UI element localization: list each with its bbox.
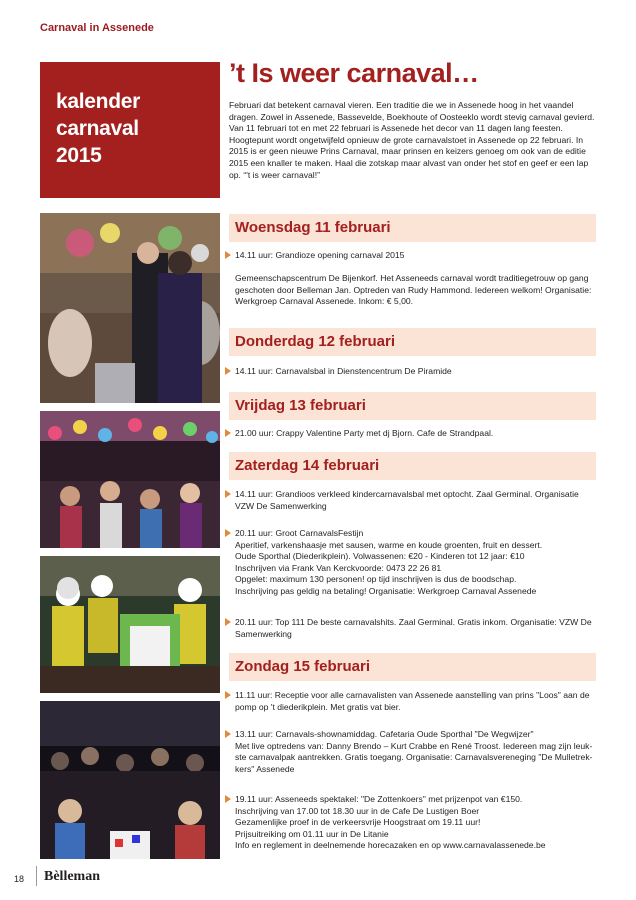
magazine-logo: Bèlleman bbox=[44, 869, 100, 884]
event-line: 13.11 uur: Carnavals-shownamiddag. Cafetaria Oude Sporthal "De Wegwijzer" bbox=[235, 729, 534, 739]
bullet-arrow-icon bbox=[225, 367, 231, 375]
event-line: 14.11 uur: Carnavalsbal in Dienstencentrum De Piramide bbox=[235, 366, 452, 376]
event-item bbox=[225, 366, 597, 378]
bullet-arrow-icon bbox=[225, 691, 231, 699]
photo-party-hall bbox=[40, 411, 220, 548]
day-title: Zondag 15 februari bbox=[235, 658, 371, 675]
event-line: Opgelet: maximum 130 personen! op tijd inschrijven is dus de boodschap. bbox=[235, 574, 517, 585]
event-line: Inschrijving pas geldig na betaling! Organisatie: Werkgroep Carnaval Assenede bbox=[235, 585, 537, 596]
event-item bbox=[225, 794, 597, 852]
event-line: Werkgroep Carnaval Assenede. Inkom: € 5,00. bbox=[235, 296, 414, 307]
bullet-arrow-icon bbox=[225, 490, 231, 498]
event-item bbox=[225, 690, 597, 713]
page-number: 18 bbox=[14, 874, 25, 884]
day-title: Zaterdag 14 februari bbox=[235, 457, 380, 474]
bullet-arrow-icon bbox=[225, 618, 231, 626]
event-line: Met live optredens van: Danny Brendo – Kurt Crabbe en René Troost. Iedereen mag zijn leuk- bbox=[235, 740, 593, 751]
bullet-arrow-icon bbox=[225, 251, 231, 259]
event-item bbox=[225, 729, 597, 775]
event-line: ste carnavalpak aantrekken. Gratis toegang. Organisatie: Carnavalsvereneging "De Mulletrek- bbox=[235, 752, 593, 763]
event-line: 20.11 uur: Groot CarnavalsFestijn bbox=[235, 528, 364, 538]
headline: ’t Is weer carnaval… bbox=[229, 58, 479, 88]
event-line: 11.11 uur: Receptie voor alle carnavalisten van Assenede aanstelling van prins "Loos" aan de bbox=[235, 690, 590, 700]
event-line: Gezamenlijke proef in de verkeersvrije Hoogstraat om 19.11 uur! bbox=[235, 817, 481, 828]
bullet-arrow-icon bbox=[225, 795, 231, 803]
event-line: 14.11 uur: Grandioos verkleed kindercarnavalsbal met optocht. Zaal Germinal. Organisatie bbox=[235, 489, 579, 499]
event-item bbox=[225, 617, 597, 640]
day-header-saturday bbox=[229, 452, 596, 480]
photo-clowns-on-stage bbox=[40, 556, 220, 693]
calendar-title-line: kalender bbox=[56, 90, 140, 113]
day-title: Woensdag 11 februari bbox=[235, 219, 391, 236]
event-line: 20.11 uur: Top 111 De beste carnavalshits. Zaal Germinal. Gratis inkom. Organisatie: VZW De bbox=[235, 617, 592, 627]
day-header-sunday bbox=[229, 653, 596, 681]
event-line: 14.11 uur: Grandioze opening carnaval 2015 bbox=[235, 250, 405, 260]
day-header-wednesday bbox=[229, 214, 596, 242]
event-line: Samenwerking bbox=[235, 628, 292, 639]
event-line: Gemeenschapscentrum De Bijenkorf. Het Asseneeds carnaval wordt traditiegetrouw op gang bbox=[235, 273, 589, 284]
day-title: Donderdag 12 februari bbox=[235, 333, 396, 350]
bullet-arrow-icon bbox=[225, 529, 231, 537]
event-line: geschoten door Belleman Jan. Optreden van Rudy Hammond. Iedereen welkom! Organisatie: bbox=[235, 284, 592, 295]
photo-dancing-couple bbox=[40, 213, 220, 403]
event-line: VZW De Samenwerking bbox=[235, 500, 327, 511]
bullet-arrow-icon bbox=[225, 429, 231, 437]
event-line: Prijsuitreiking om 01.11 uur in De Litanie bbox=[235, 828, 389, 839]
event-line: Oude Sporthal (Diederikplein). Volwassenen: €20 - Kinderen tot 12 jaar: €10 bbox=[235, 551, 525, 562]
calendar-title-line: 2015 bbox=[56, 144, 102, 167]
calendar-title-line: carnaval bbox=[56, 117, 139, 140]
event-item bbox=[225, 489, 597, 512]
intro-paragraph: Februari dat betekent carnaval vieren. Een traditie die we in Assenede hoog in het vaandel dragen. Zowel in Assenede, Bassevelde, Boekhoute of Oosteeklo wordt stevig carnaval gevierd. Van 11 februari tot en met 22 februari is Assenede het decor van 11 dagen lang feesten. Hoogtepunt wordt ongetwijfeld opnieuw de grote carnavalstoet in Assenede op 22 februari. In 2015 is er geen nieuwe Prins Carnaval, maar prinsen en keizers genoeg om ook van de editie 2015 een knaller te maken. Haal die zotskap maar alvast van onder het stof en geef er een lap op. “'t is weer carnaval!” bbox=[229, 100, 595, 180]
day-header-friday bbox=[229, 392, 596, 420]
event-line: Info en reglement in deelnemende horecazaken en op www.carnavalassenede.be bbox=[235, 840, 546, 851]
bullet-arrow-icon bbox=[225, 730, 231, 738]
event-line: kers" Assenede bbox=[235, 763, 295, 774]
section-label: Carnaval in Assenede bbox=[40, 22, 154, 34]
day-title: Vrijdag 13 februari bbox=[235, 397, 366, 414]
event-line: Inschrijven via Frank Van Kerckvoorde: 0473 22 26 81 bbox=[235, 562, 442, 573]
photo-crowd-dancing bbox=[40, 701, 220, 859]
event-line: Inschrijving van 17.00 tot 18.30 uur in de Cafe De Lustigen Boer bbox=[235, 805, 480, 816]
footer-divider bbox=[36, 866, 37, 886]
event-line: 19.11 uur: Asseneeds spektakel: "De Zottenkoers" met prijzenpot van €150. bbox=[235, 794, 523, 804]
event-line: Aperitief, varkenshaasje met sausen, warme en koude groenten, fruit en dessert. bbox=[235, 539, 543, 550]
event-line: pomp op 't diederikplein. Met gratis vat bier. bbox=[235, 701, 401, 712]
event-item bbox=[225, 528, 597, 598]
event-item bbox=[225, 428, 597, 440]
event-line: 21.00 uur: Crappy Valentine Party met dj Bjorn. Cafe de Strandpaal. bbox=[235, 428, 494, 438]
calendar-title-box bbox=[40, 62, 220, 198]
event-item bbox=[225, 250, 597, 308]
day-header-thursday bbox=[229, 328, 596, 356]
